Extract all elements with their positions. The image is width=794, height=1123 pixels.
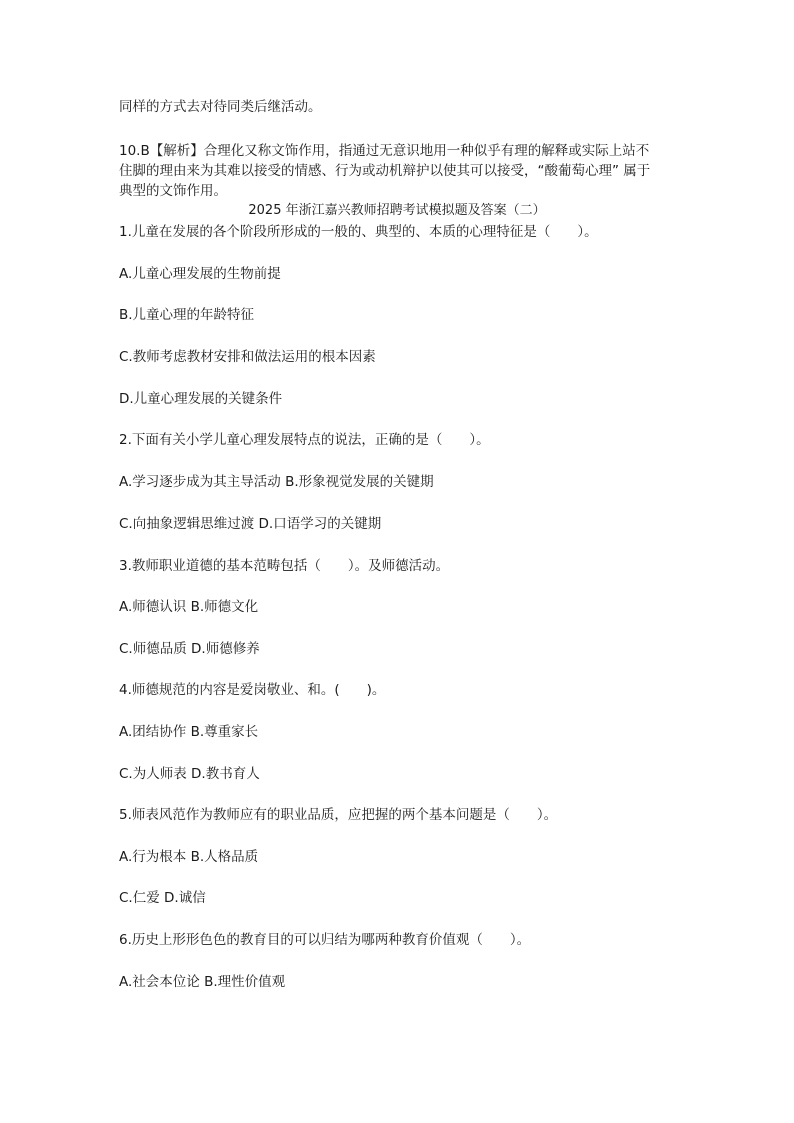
- answer-10-line-1: 10.B【解析】合理化又称文饰作用，指通过无意识地用一种似乎有理的解释或实际上站不: [119, 143, 650, 159]
- question-1-option-b: B.儿童心理的年龄特征: [119, 307, 255, 323]
- question-1-option-c: C.教师考虑教材安排和做法运用的根本因素: [119, 349, 376, 365]
- previous-answer-continuation: 同样的方式去对待同类后继活动。: [119, 99, 322, 115]
- question-6-options-ab: A.社会本位论 B.理性价值观: [119, 974, 286, 990]
- question-5-options-ab: A.行为根本 B.人格品质: [119, 849, 259, 865]
- question-4-options-ab: A.团结协作 B.尊重家长: [119, 724, 259, 740]
- answer-10-line-3: 典型的文饰作用。: [119, 183, 227, 199]
- question-5-options-cd: C.仁爱 D.诚信: [119, 890, 206, 906]
- question-1-option-a: A.儿童心理发展的生物前提: [119, 266, 281, 282]
- question-3-options-ab: A.师德认识 B.师德文化: [119, 599, 259, 615]
- question-4-stem: 4.师德规范的内容是爱岗敬业、和。( )。: [119, 682, 386, 698]
- question-3-stem: 3.教师职业道德的基本范畴包括（ ）。及师德活动。: [119, 558, 450, 574]
- question-1-option-d: D.儿童心理发展的关键条件: [119, 391, 283, 407]
- question-6-stem: 6.历史上形形色色的教育目的可以归结为哪两种教育价值观（ ）。: [119, 932, 531, 948]
- question-2-options-cd: C.向抽象逻辑思维过渡 D.口语学习的关键期: [119, 516, 382, 532]
- question-2-stem: 2.下面有关小学儿童心理发展特点的说法，正确的是（ ）。: [119, 432, 490, 448]
- answer-10-line-2: 住脚的理由来为其难以接受的情感、行为或动机辩护以使其可以接受，“酸葡萄心理” 属于: [119, 163, 651, 179]
- question-3-options-cd: C.师德品质 D.师德修养: [119, 641, 260, 657]
- question-2-options-ab: A.学习逐步成为其主导活动 B.形象视觉发展的关键期: [119, 474, 434, 490]
- question-1-stem: 1.儿童在发展的各个阶段所形成的一般的、典型的、本质的心理特征是（ ）。: [119, 224, 598, 240]
- exam-title: 2025 年浙江嘉兴教师招聘考试模拟题及答案（二）: [248, 203, 546, 218]
- question-4-options-cd: C.为人师表 D.教书育人: [119, 766, 260, 782]
- question-5-stem: 5.师表风范作为教师应有的职业品质，应把握的两个基本问题是（ ）。: [119, 807, 558, 823]
